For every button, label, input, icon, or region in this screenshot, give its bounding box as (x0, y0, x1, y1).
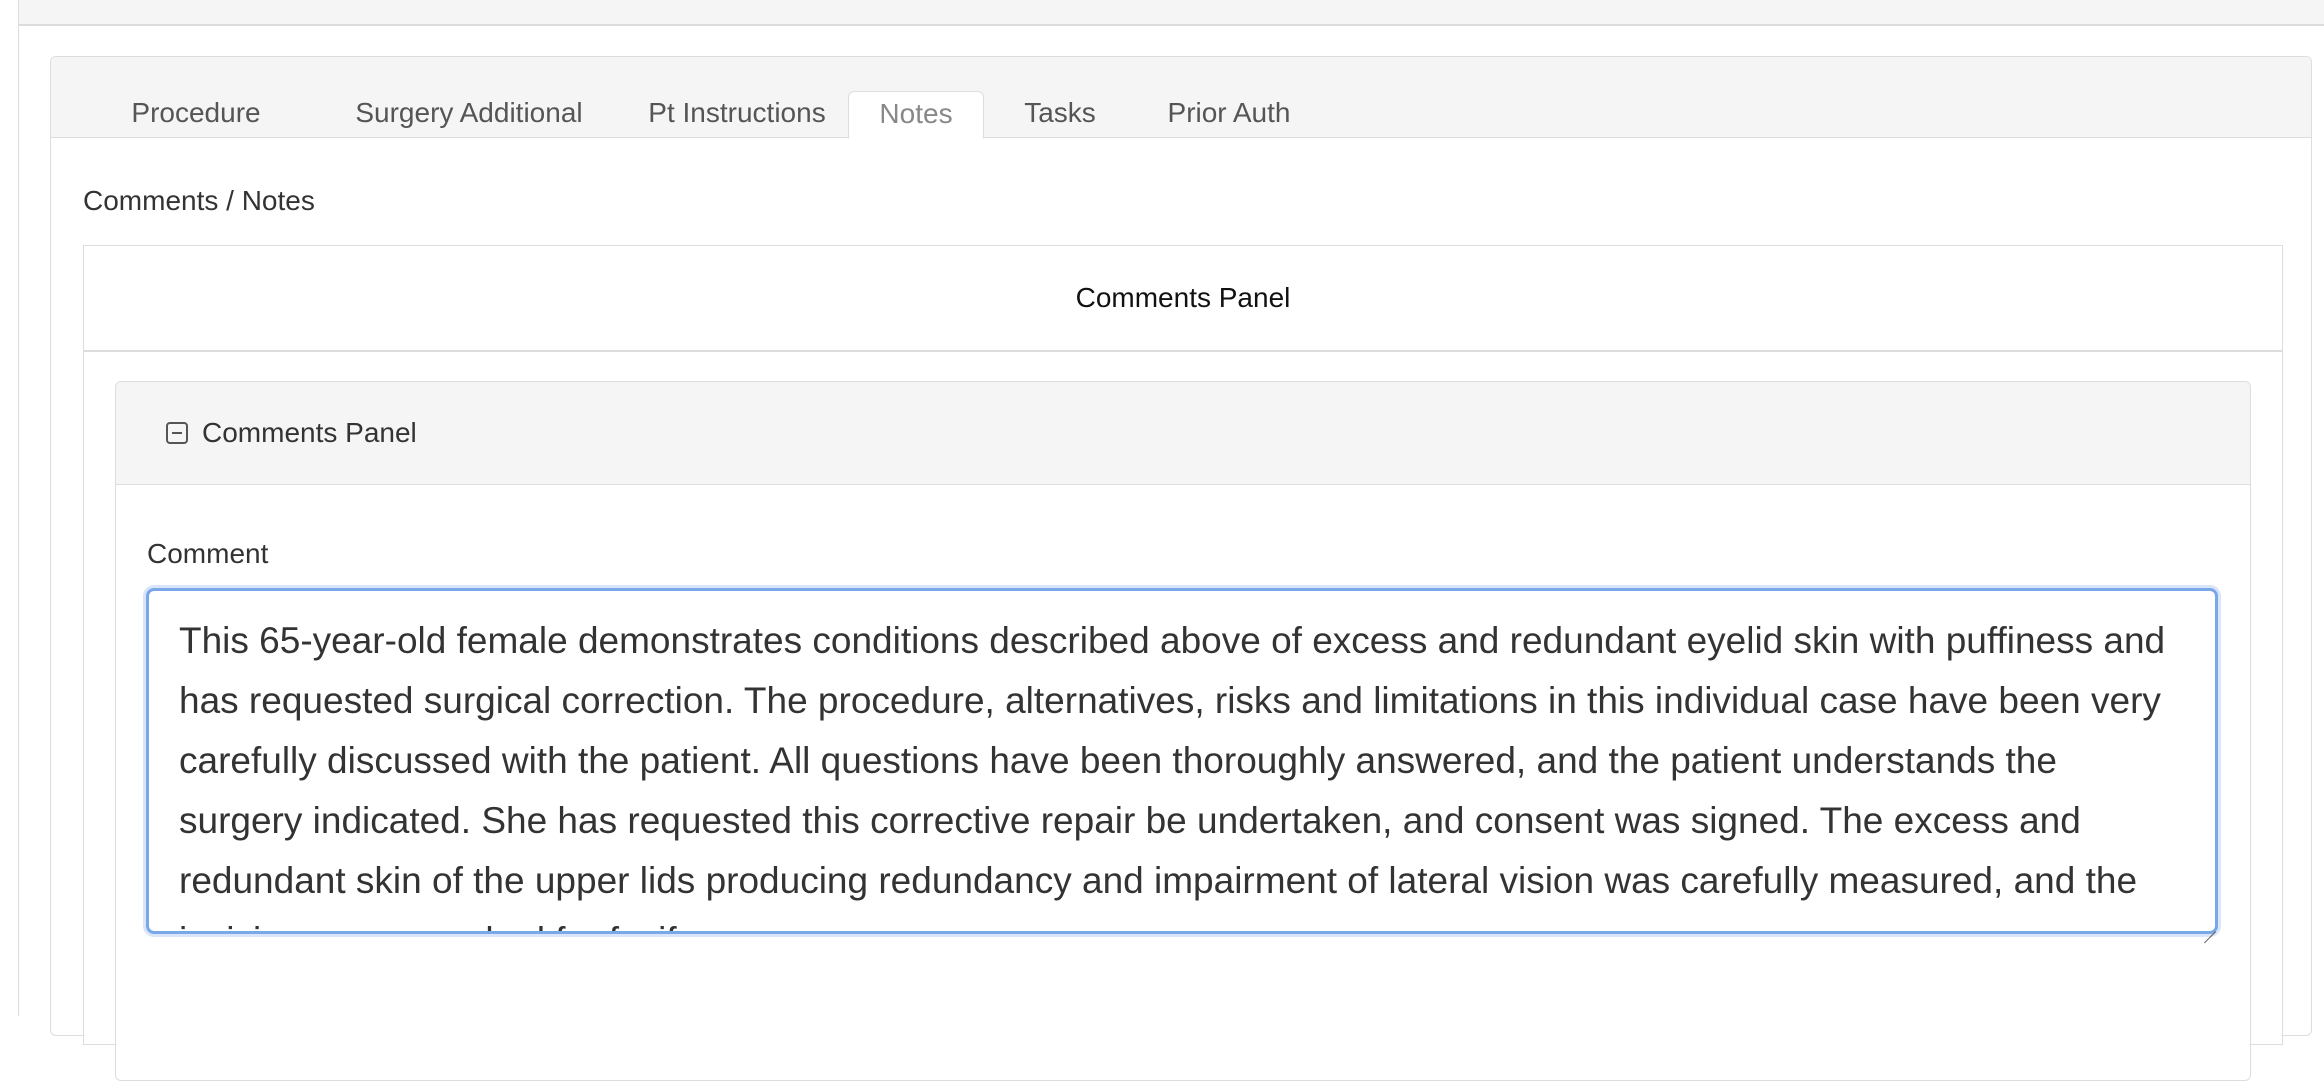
comments-panel-box (83, 245, 2283, 1045)
comment-textarea[interactable] (146, 588, 2218, 934)
outer-panel (50, 56, 2312, 1036)
comments-panel-header[interactable] (116, 382, 2250, 485)
tab-prior-auth[interactable]: Prior Auth (1167, 97, 1291, 128)
tab-surgery-additional[interactable]: Surgery Additional (355, 97, 583, 128)
left-divider (18, 24, 19, 1016)
resize-handle-icon[interactable] (2204, 920, 2216, 932)
comment-label: Comment (147, 538, 269, 569)
tab-pt-instructions[interactable]: Pt Instructions (648, 97, 826, 128)
comments-panel-heading: Comments Panel (84, 246, 2282, 352)
section-label: Comments / Notes (83, 185, 315, 216)
comments-panel (115, 381, 2251, 1081)
tab-bar (51, 57, 2311, 138)
tab-procedure[interactable]: Procedure (131, 97, 261, 128)
tab-tasks[interactable]: Tasks (1024, 97, 1096, 128)
comments-panel-title: Comments Panel (202, 417, 417, 448)
top-strip (18, 0, 2324, 26)
tab-notes[interactable]: Notes (848, 91, 984, 139)
minus-square-icon[interactable] (166, 422, 188, 444)
